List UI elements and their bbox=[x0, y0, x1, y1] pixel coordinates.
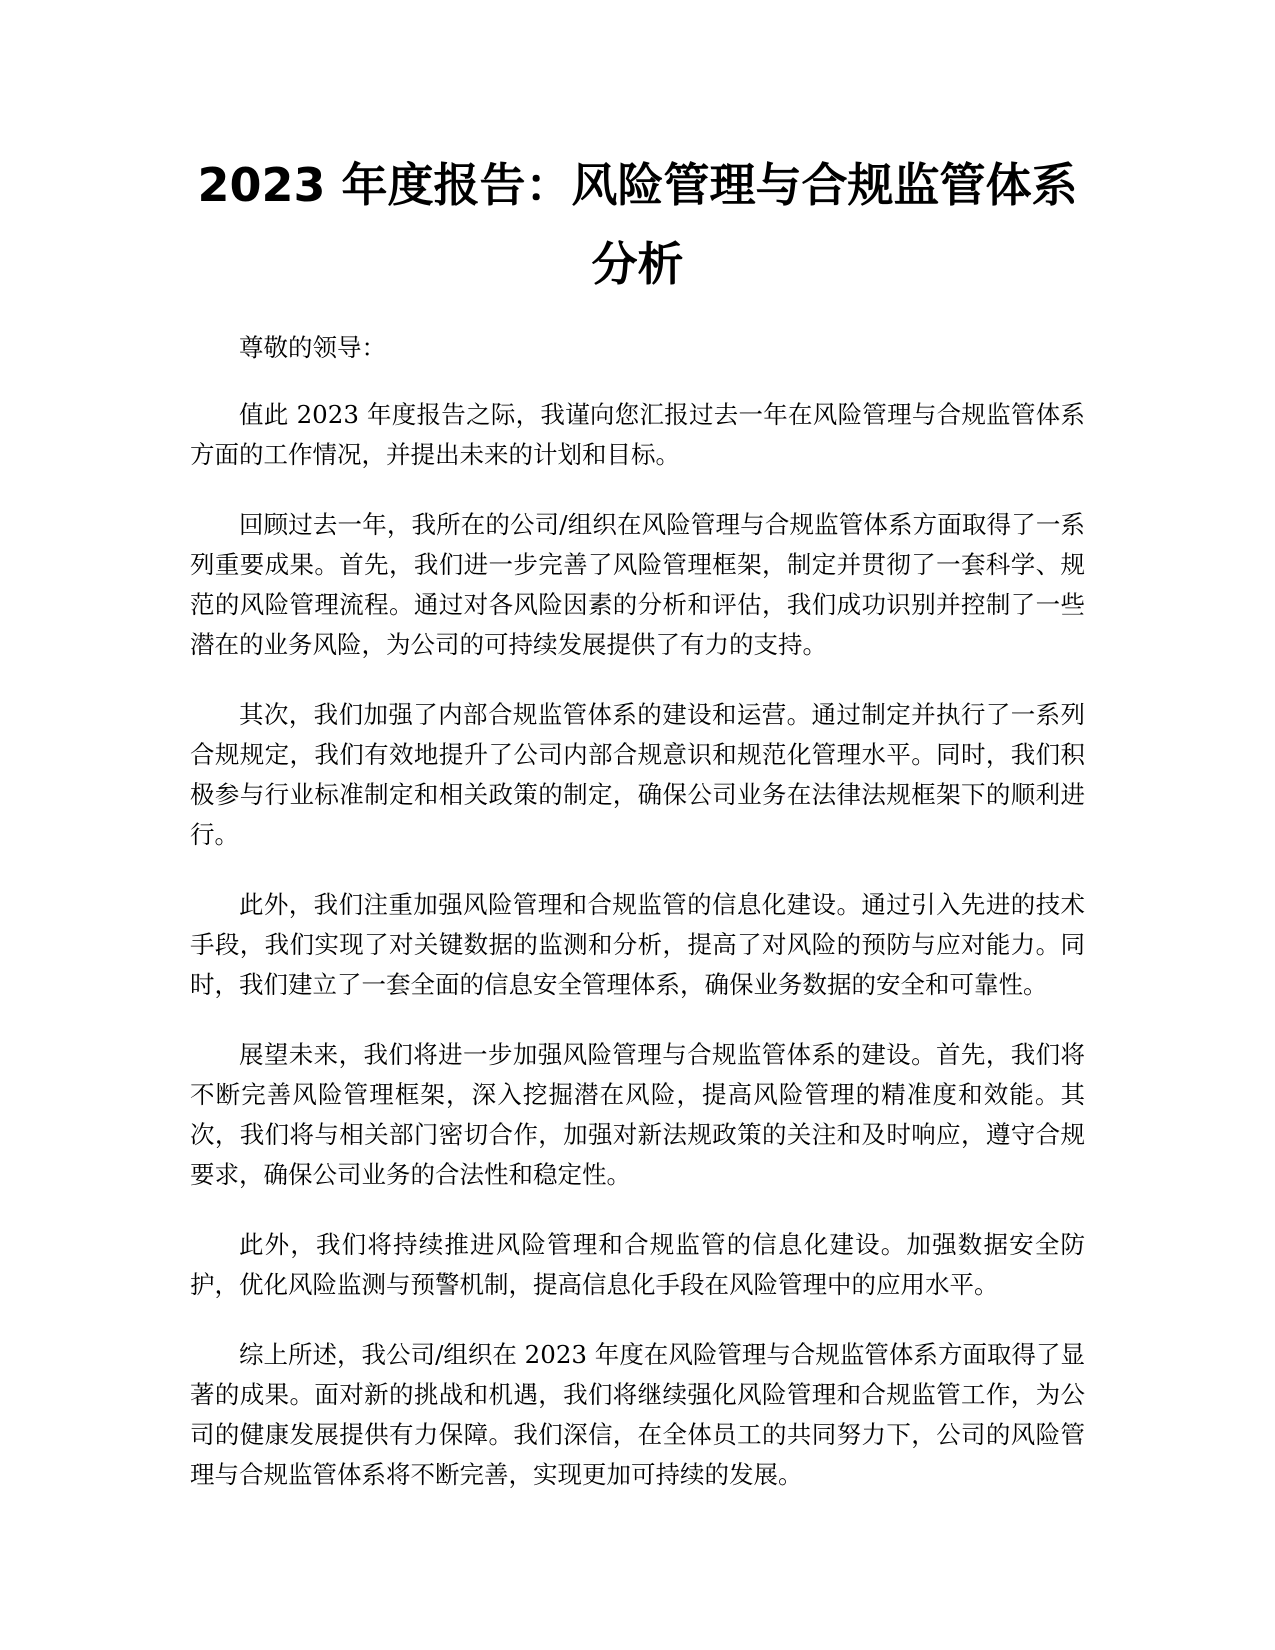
paragraph-informatization: 此外，我们注重加强风险管理和合规监管的信息化建设。通过引入先进的技术手段，我们实现了对关键数据的监测和分析，提高了对风险的预防与应对能力。同时，我们建立了一套全面的信息安全管理体系，确保业务数据的安全和可靠性。 bbox=[190, 890, 1085, 999]
paragraph-future-informatization: 此外，我们将持续推进风险管理和合规监管的信息化建设。加强数据安全防护，优化风险监测与预警机制，提高信息化手段在风险管理中的应用水平。 bbox=[190, 1230, 1085, 1299]
paragraph-outlook: 展望未来，我们将进一步加强风险管理与合规监管体系的建设。首先，我们将不断完善风险管理框架，深入挖掘潜在风险，提高风险管理的精准度和效能。其次，我们将与相关部门密切合作，加强对新法规政策的关注和及时响应，遵守合规要求，确保公司业务的合法性和稳定性。 bbox=[190, 1040, 1085, 1189]
salutation: 尊敬的领导： bbox=[239, 333, 386, 362]
document-body bbox=[190, 328, 1085, 1525]
paragraph-review: 回顾过去一年，我所在的公司/组织在风险管理与合规监管体系方面取得了一系列重要成果。首先，我们进一步完善了风险管理框架，制定并贯彻了一套科学、规范的风险管理流程。通过对各风险因素的分析和评估，我们成功识别并控制了一些潜在的业务风险，为公司的可持续发展提供了有力的支持。 bbox=[190, 510, 1085, 659]
paragraph-conclusion: 综上所述，我公司/组织在 2023 年度在风险管理与合规监管体系方面取得了显著的成果。面对新的挑战和机遇，我们将继续强化风险管理和合规监管工作，为公司的健康发展提供有力保障。我们深信，在全体员工的共同努力下，公司的风险管理与合规监管体系将不断完善，实现更加可持续的发展。 bbox=[190, 1340, 1085, 1489]
paragraph-compliance: 其次，我们加强了内部合规监管体系的建设和运营。通过制定并执行了一系列合规规定，我们有效地提升了公司内部合规意识和规范化管理水平。同时，我们积极参与行业标准制定和相关政策的制定，确保公司业务在法律法规框架下的顺利进行。 bbox=[190, 700, 1085, 849]
document-title: 2023 年度报告：风险管理与合规监管体系分析 bbox=[197, 158, 1078, 291]
paragraph-intro: 值此 2023 年度报告之际，我谨向您汇报过去一年在风险管理与合规监管体系方面的工作情况，并提出未来的计划和目标。 bbox=[190, 400, 1085, 469]
